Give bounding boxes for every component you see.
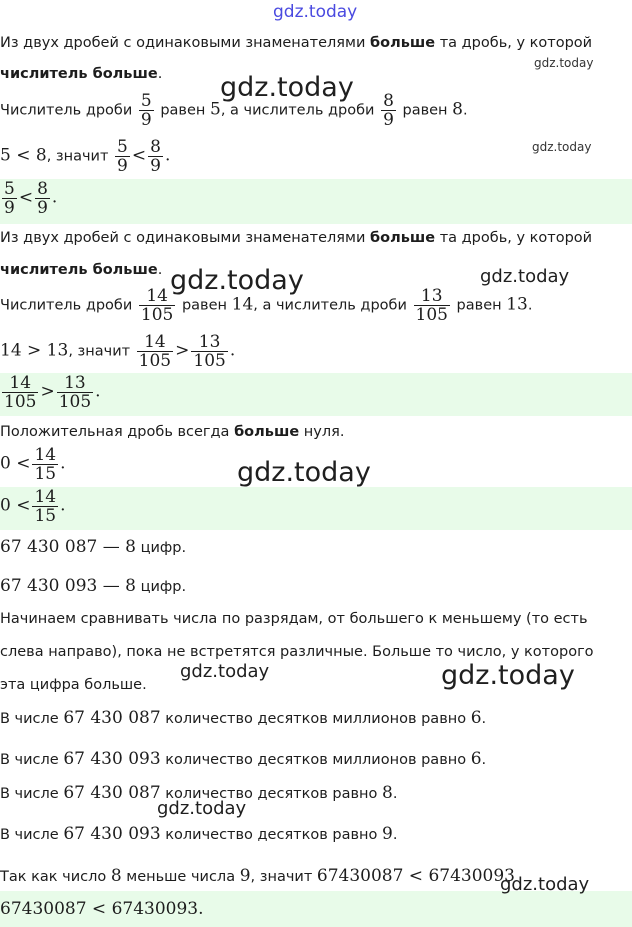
answer-line: $\frac{5}{9}$ < $\frac{8}{9}$ .: [4, 179, 58, 218]
watermark: gdz.today: [220, 72, 354, 103]
answer-band: [0, 179, 632, 224]
paragraph-line: слева направо), пока не встретятся различные. Больше то число, у которого: [0, 644, 594, 660]
digit-statement: В числе 67 430 093 количество десятков миллионов равно 6.: [0, 749, 487, 769]
fraction: $\frac{5}{9}$: [140, 91, 152, 130]
watermark: gdz.today: [273, 2, 358, 22]
watermark: gdz.today: [441, 660, 575, 691]
answer-line: 0 < $\frac{14}{15}$ .: [0, 487, 66, 526]
comparison-line: 5 < 8, значит $\frac{5}{9}$ < $\frac{8}{9}$ .: [0, 137, 171, 176]
watermark: gdz.today: [157, 798, 247, 819]
digit-count-line: 67 430 087 — 8 цифр.: [0, 537, 187, 557]
final-answer: 67430087 < 67430093.: [0, 899, 204, 919]
watermark: gdz.today: [180, 661, 270, 682]
digit-count-line: 67 430 093 — 8 цифр.: [0, 576, 187, 596]
watermark: gdz.today: [237, 457, 371, 488]
watermark: gdz.today: [534, 56, 594, 70]
rule-text: Положительная дробь всегда больше нуля.: [0, 424, 345, 440]
conclusion-line: Так как число 8 меньше числа 9, значит 67430087 < 67430093: [0, 866, 515, 886]
rule-text: Из двух дробей с одинаковыми знаменателями больше та дробь, у которой: [0, 230, 593, 246]
fraction: $\frac{13}{105}$: [415, 286, 448, 325]
rule-text: числитель больше.: [0, 66, 163, 82]
paragraph-line: эта цифра больше.: [0, 677, 147, 693]
rule-text: Из двух дробей с одинаковыми знаменателями больше та дробь, у которой: [0, 35, 593, 51]
comparison-line: 14 > 13, значит $\frac{14}{105}$ > $\frac{13}{105}$ .: [0, 332, 236, 371]
fraction: $\frac{14}{105}$: [140, 286, 174, 325]
watermark: gdz.today: [170, 265, 304, 296]
watermark: gdz.today: [532, 140, 592, 154]
rule-text: числитель больше.: [0, 262, 163, 278]
fraction: $\frac{8}{9}$: [383, 91, 394, 130]
answer-line: $\frac{14}{105}$ > $\frac{13}{105}$ .: [4, 373, 101, 412]
paragraph-line: Начинаем сравнивать числа по разрядам, от большего к меньшему (то есть: [0, 611, 588, 627]
digit-statement: В числе 67 430 093 количество десятков равно 9.: [0, 824, 398, 844]
numerator-line: Числитель дроби $\frac{5}{9}$ равен 5, а числитель дроби $\frac{8}{9}$ равен 8.: [0, 91, 468, 130]
watermark: gdz.today: [500, 874, 590, 895]
watermark: gdz.today: [480, 266, 570, 287]
numerator-line: Числитель дроби $\frac{14}{105}$ равен 14, а числитель дроби $\frac{13}{105}$ равен 13.: [0, 286, 533, 325]
digit-statement: В числе 67 430 087 количество десятков миллионов равно 6.: [0, 708, 487, 728]
answer-band: [0, 487, 632, 530]
digit-statement: В числе 67 430 087 количество десятков равно 8.: [0, 783, 398, 803]
comparison-line: 0 < $\frac{14}{15}$ .: [0, 445, 66, 484]
